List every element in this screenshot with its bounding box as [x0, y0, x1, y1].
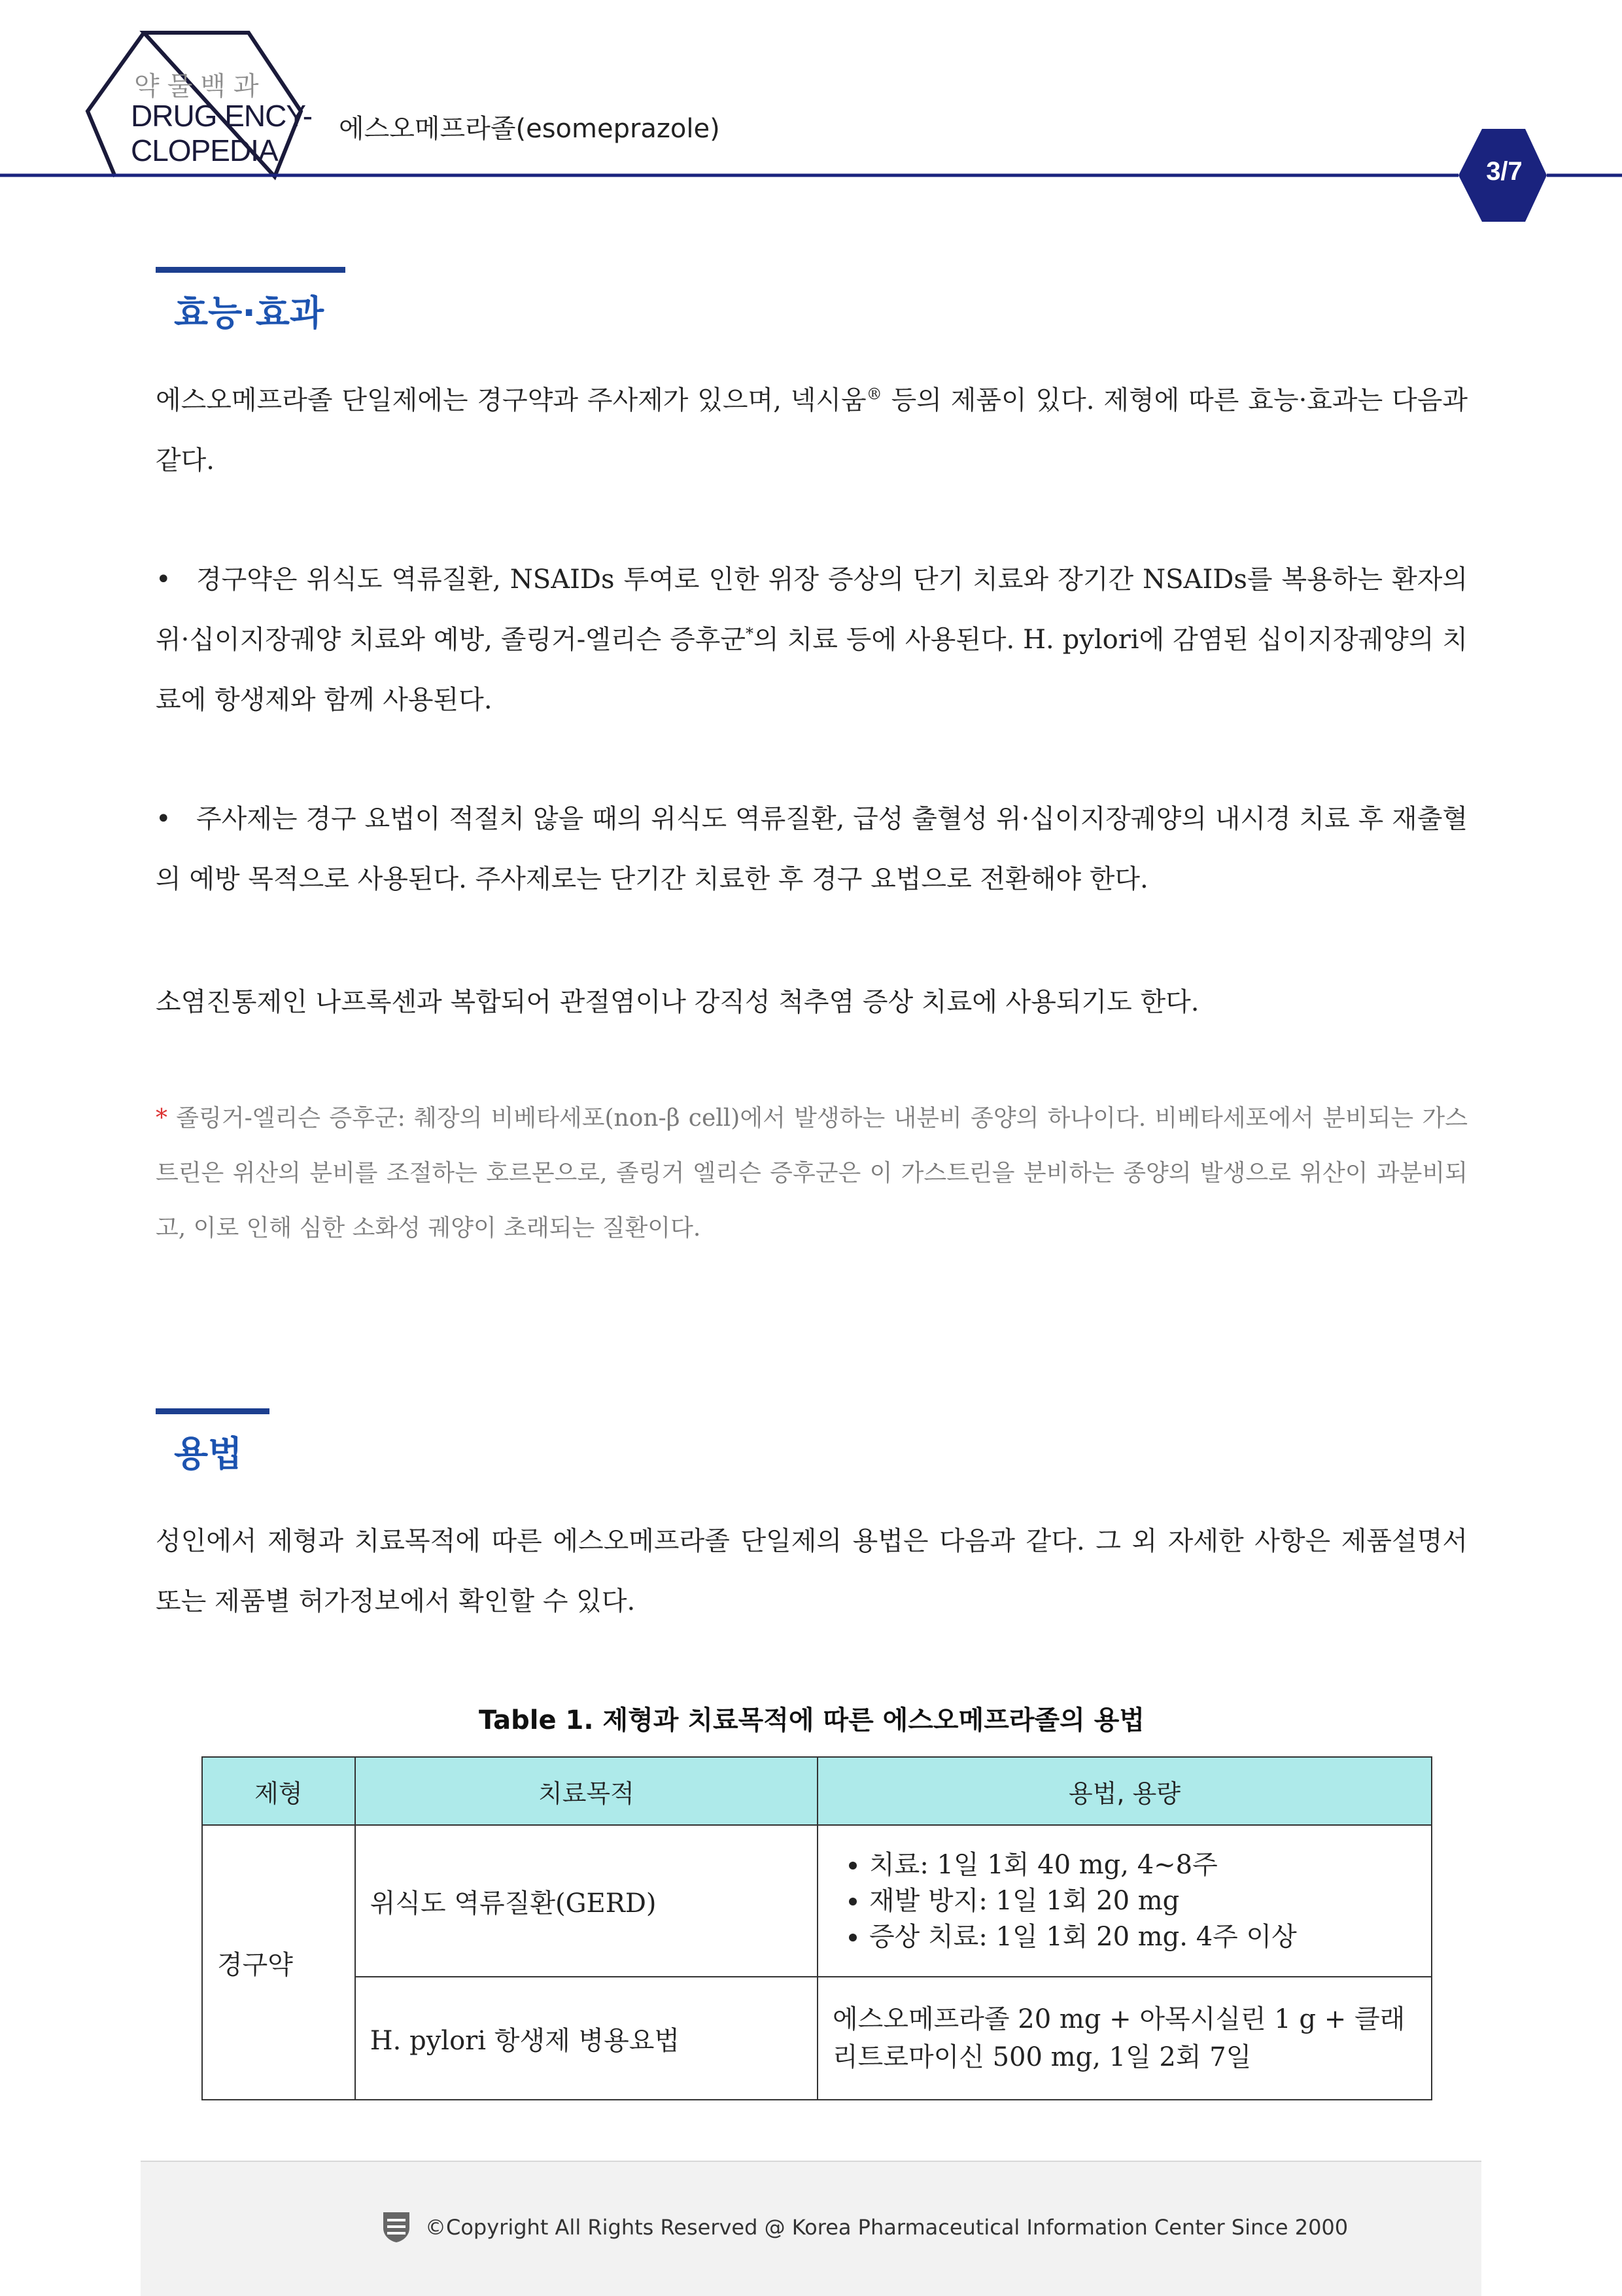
- table-header: 치료목적: [355, 1757, 818, 1825]
- section-bar: [156, 1408, 269, 1414]
- logo-english-line2: CLOPEDIA: [131, 133, 278, 167]
- section-bar: [156, 267, 345, 273]
- list-item: • 증상 치료: 1일 1회 20 mg. 4주 이상: [869, 1919, 1417, 1955]
- page-number: 3/7: [1486, 157, 1523, 186]
- table-row: [202, 1825, 1432, 1977]
- document-title: 에스오메프라졸(esomeprazole): [339, 114, 720, 144]
- combination-text: 소염진통제인 나프록센과 복합되어 관절염이나 강직성 척추염 증상 치료에 사용되기도 한다.: [156, 987, 1199, 1017]
- copyright-text: ©Copyright All Rights Reserved @ Korea Pharmaceutical Information Center Since 2000: [425, 2215, 1349, 2240]
- table-cell-dose: [818, 1825, 1432, 1977]
- list-item: • 치료: 1일 1회 40 mg, 4~8주: [869, 1847, 1417, 1883]
- dosage-table: [201, 1756, 1432, 2100]
- section-title-efficacy: 효능·효과: [174, 292, 324, 334]
- efficacy-intro: 에스오메프라졸 단일제에는 경구약과 주사제가 있으며, 넥시움® 등의 제품이 있다. 제형에 따른 효능·효과는 다음과 같다.: [156, 385, 1468, 476]
- header-rule: [0, 0, 1622, 235]
- table-header: 제형: [202, 1757, 355, 1825]
- logo-english-line1: DRUG ENCY-: [131, 99, 313, 133]
- bullet-injection: • 주사제는 경구 요법이 적절치 않을 때의 위식도 역류질환, 급성 출혈성 위·십이지장궤양의 내시경 치료 후 재출혈의 예방 목적으로 사용된다. 주사제로는 단기간 치료한 후 경구 요법으로 전환해야 한다.: [156, 804, 1468, 894]
- list-item: • 재발 방지: 1일 1회 20 mg: [869, 1883, 1417, 1919]
- table-header: 용법, 용량: [818, 1757, 1432, 1825]
- dosage-intro: 성인에서 제형과 치료목적에 따른 에스오메프라졸 단일제의 용법은 다음과 같다. 그 외 자세한 사항은 제품설명서 또는 제품별 허가정보에서 확인할 수 있다.: [156, 1526, 1468, 1616]
- footnote: * 졸링거-엘리슨 증후군: 췌장의 비베타세포(non-β cell)에서 발생하는 내분비 종양의 하나이다. 비베타세포에서 분비되는 가스트린은 위산의 분비를 조절하는 호르몬으로, 졸링거 엘리슨 증후군은 이 가스트린을 분비하는 종양의 발생으로 위산이 과분비되고, 이로 인해 심한 소화성 궤양이 초래되는 질환이다.: [156, 1105, 1468, 1242]
- table-caption: Table 1. 제형과 치료목적에 따른 에스오메프라졸의 용법: [479, 1705, 1145, 1735]
- shield-icon: [381, 2210, 412, 2244]
- section-title-dosage: 용법: [174, 1433, 243, 1474]
- table-cell-form: 경구약: [202, 1825, 355, 2100]
- table-row: [202, 1977, 1432, 2100]
- table-cell-dose: 에스오메프라졸 20 mg + 아목시실린 1 g + 클래리트로마이신 500 mg, 1일 2회 7일: [818, 1977, 1432, 2100]
- logo-korean: 약물백과: [134, 71, 267, 101]
- bullet-oral: • 경구약은 위식도 역류질환, NSAIDs 투여로 인한 위장 증상의 단기 치료와 장기간 NSAIDs를 복용하는 환자의 위·십이지장궤양 치료와 예방, 졸링거-엘리슨 증후군*의 치료 등에 사용된다. H. pylori에 감염된 십이지장궤양의 치료에 항생제와 함께 사용된다.: [156, 565, 1468, 715]
- table-cell-purpose: H. pylori 항생제 병용요법: [355, 1977, 818, 2100]
- table-header-row: [202, 1757, 1432, 1825]
- table-cell-purpose: 위식도 역류질환(GERD): [355, 1825, 818, 1977]
